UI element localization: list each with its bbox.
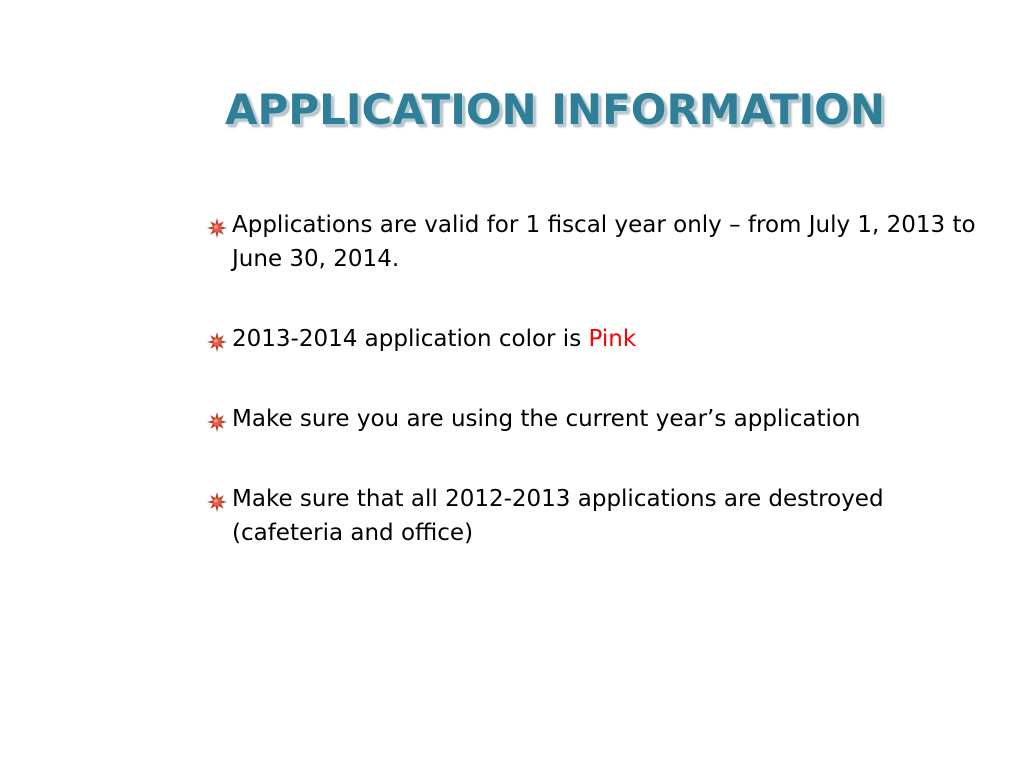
bullet-text: Make sure you are using the current year’s application bbox=[232, 406, 861, 432]
starburst-rays bbox=[207, 218, 227, 238]
starburst-rays bbox=[207, 492, 227, 512]
bullet-item bbox=[206, 402, 996, 436]
bullet-item bbox=[206, 208, 996, 276]
starburst-bullet-icon bbox=[206, 489, 228, 511]
starburst-bullet-icon bbox=[206, 409, 228, 431]
starburst-rays bbox=[207, 412, 227, 432]
bullet-text: Make sure that all 2012-2013 applications are destroyed (cafeteria and office) bbox=[232, 486, 884, 546]
bullet-text: Applications are valid for 1 fiscal year only – from July 1, 2013 to June 30, 2014. bbox=[232, 212, 976, 272]
bullet-item bbox=[206, 482, 996, 550]
slide-title: APPLICATION INFORMATION bbox=[225, 85, 885, 134]
bullet-list bbox=[206, 208, 996, 596]
bullet-text: 2013-2014 application color is bbox=[232, 326, 589, 352]
highlight-text: Pink bbox=[588, 326, 637, 352]
starburst-bullet-icon bbox=[206, 329, 228, 351]
bullet-item bbox=[206, 322, 996, 356]
starburst-bullet-icon bbox=[206, 215, 228, 237]
starburst-rays bbox=[207, 332, 227, 352]
